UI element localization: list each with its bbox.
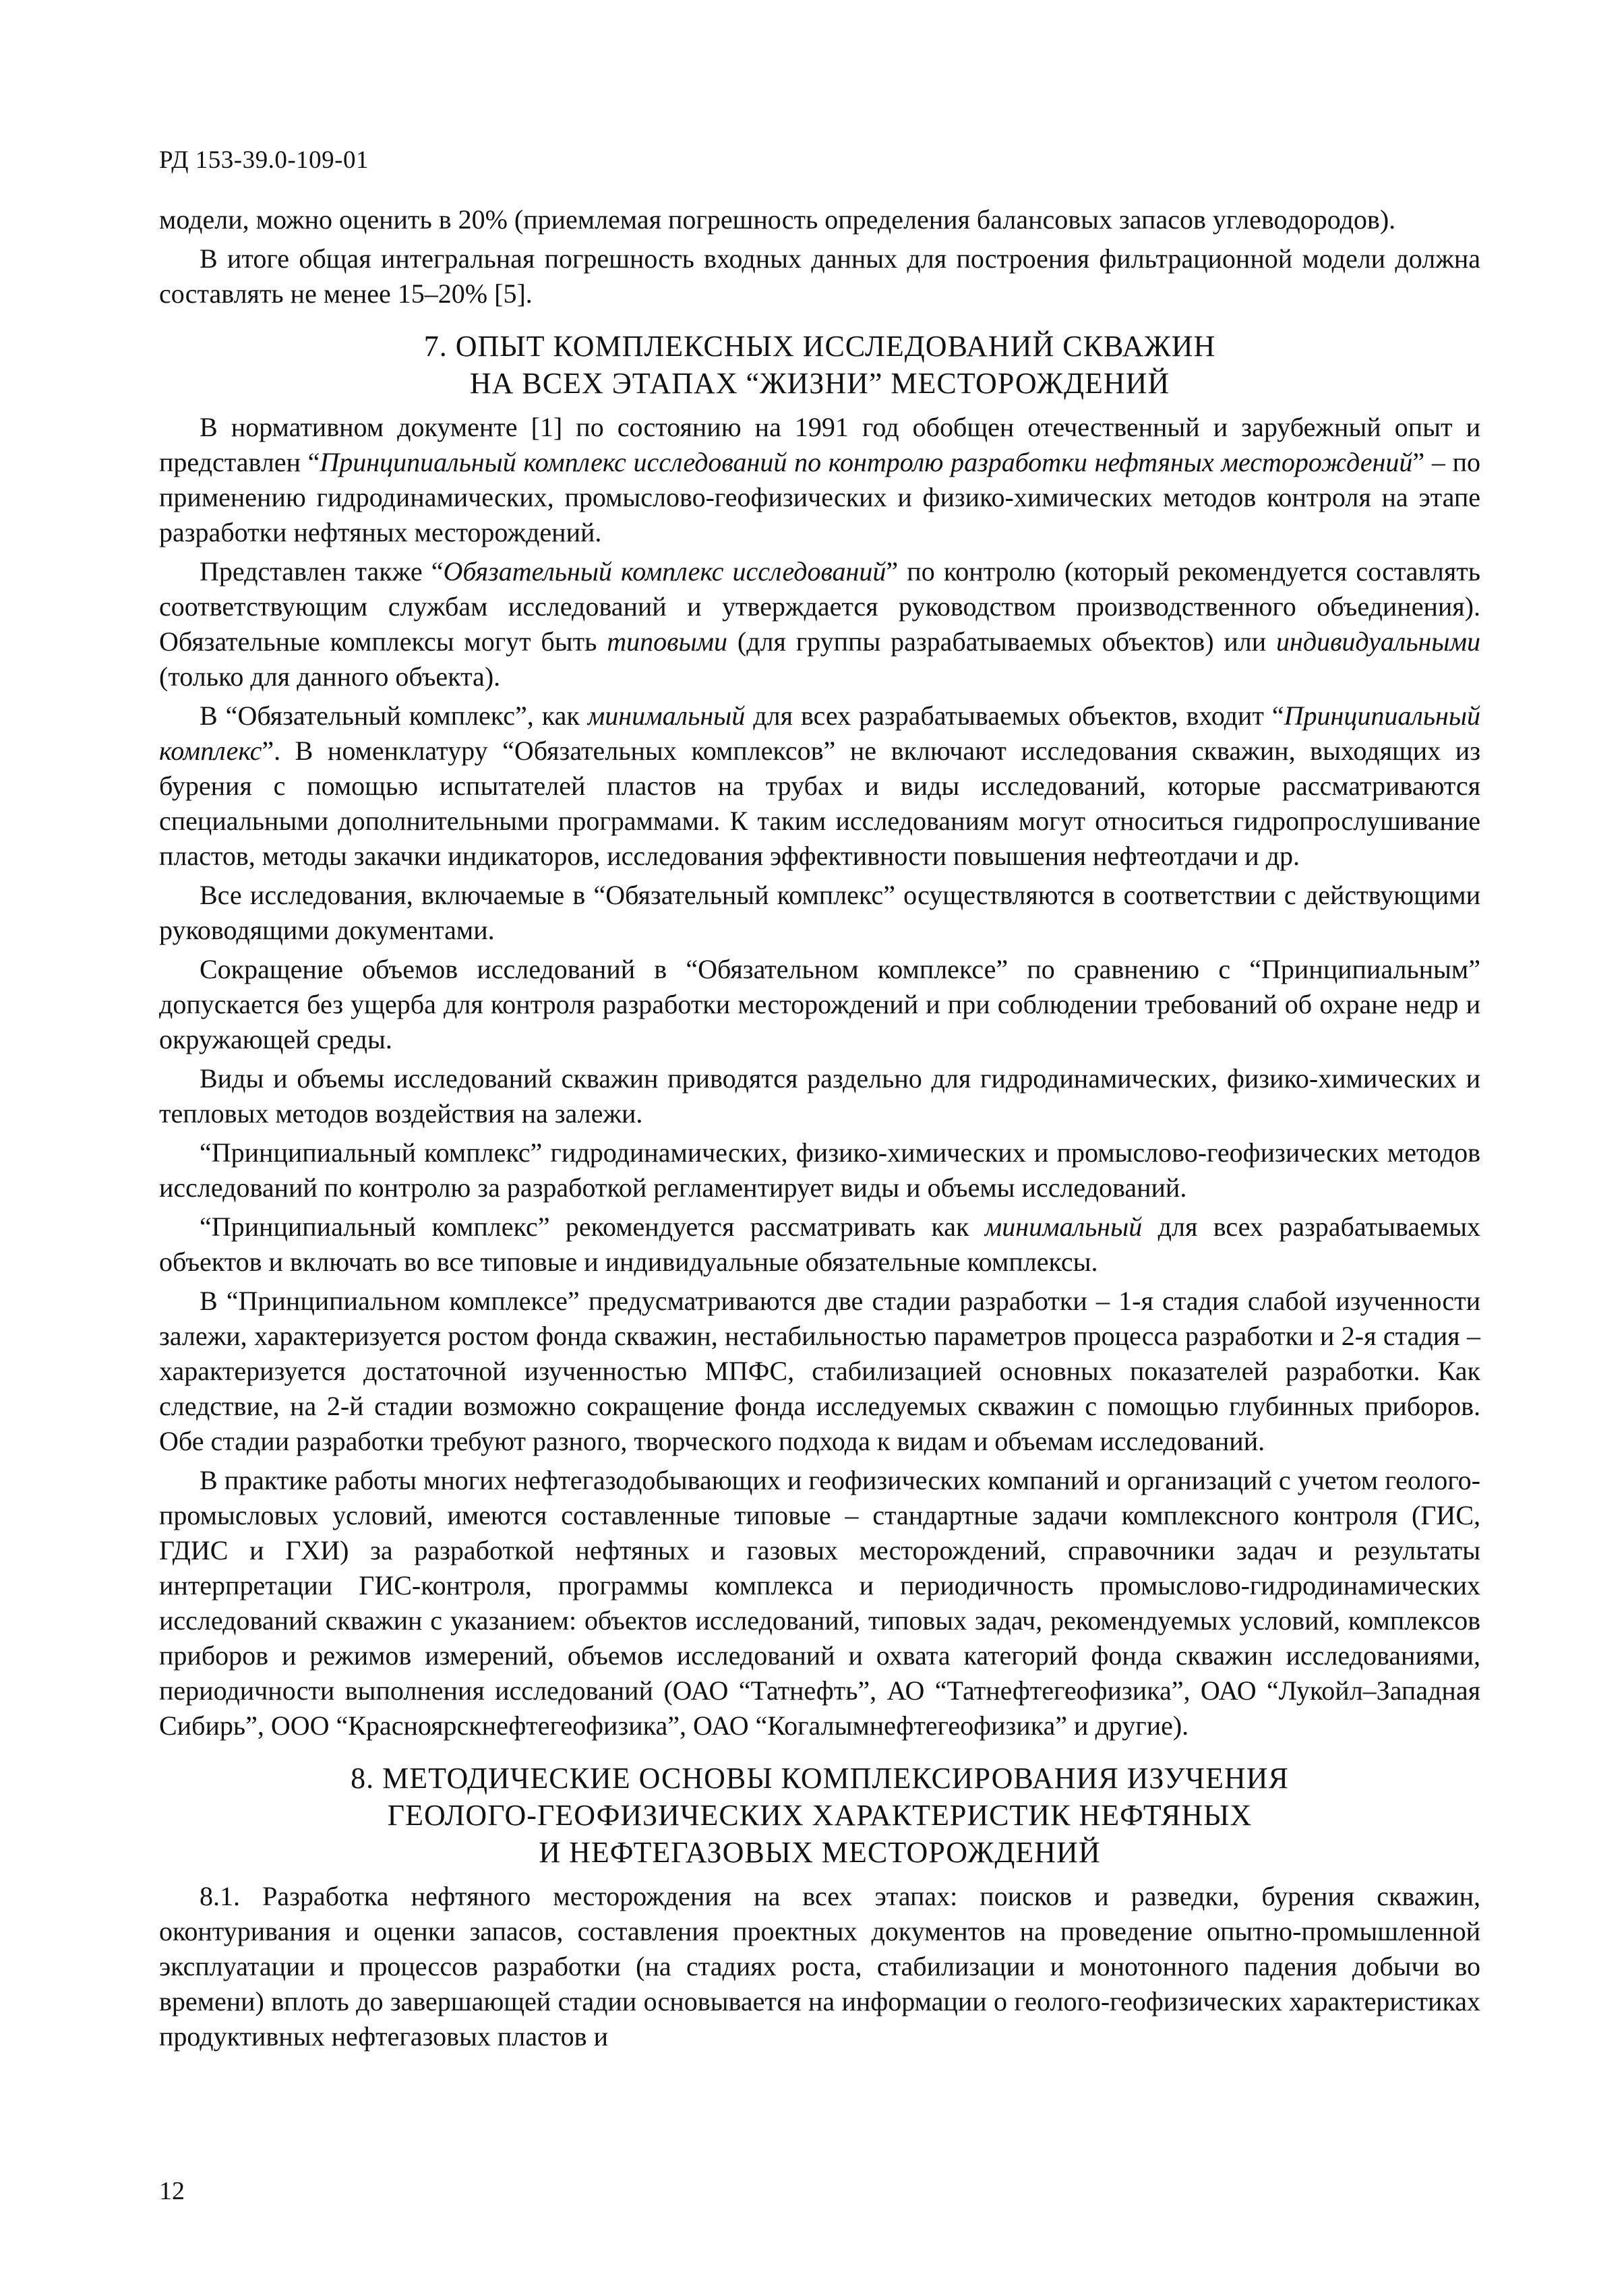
page-body xyxy=(159,202,1480,2058)
paragraph: Сокращение объемов исследований в “Обязательном комплексе” по сравнению с “Принципиальным” допускается без ущерба для контроля разработки месторождений и при соблюдении требований об охране недр и окружающей среды. xyxy=(159,954,1480,1054)
paragraph xyxy=(159,1209,1480,1280)
paragraph: модели, можно оценить в 20% (приемлемая погрешность определения балансовых запасов углеводородов). xyxy=(159,204,1396,235)
paragraph: В практике работы многих нефтегазодобывающих и геофизических компаний и организаций с учетом геолого-промысловых условий, имеются составленные типовые – стандартные задачи комплексного контроля (ГИС, ГДИС и ГХИ) за разработкой нефтяных и газовых месторождений, справочники задач и результаты интерпретации ГИС-контроля, программы комплекса и периодичность промыслово-гидродинамических исследований скважин с указанием: объектов исследований, типовых задач, рекомендуемых условий, комплексов приборов и режимов измерений, объемов исследований и охвата категорий фонда скважин исследованиями, периодичности выполнения исследований (ОАО “Татнефть”, АО “Татнефтегеофизика”, ОАО “Лукойл–Западная Сибирь”, ООО “Красноярскнефтегеофизика”, ОАО “Когалымнефтегеофизика” и другие). xyxy=(159,1465,1480,1741)
italic-run: Принципиальный комплекс исследований по контролю разработки нефтяных месторождений xyxy=(320,447,1413,477)
italic-run: Принципиальный комплекс xyxy=(159,700,1480,766)
text-run: ”. В номенклатуру “Обязательных комплексов” не включают исследования скважин, выходящих из бурения с помощью испытателей пластов на трубах и виды исследований, которые рассматриваются специальными дополнительными программами. К таким исследованиям могут относиться гидропрослушивание пластов, методы закачки индикаторов, исследования эффективности повышения нефтеотдачи и др. xyxy=(159,736,1480,871)
text-run: ” по контролю (который рекомендуется составлять соответствующим службам исследований и утверждается руководством производственного объединения). Обязательные комплексы могут быть xyxy=(159,556,1481,657)
heading-line: НА ВСЕХ ЭТАПАХ “ЖИЗНИ” МЕСТОРОЖДЕНИЙ xyxy=(469,367,1170,400)
paragraph xyxy=(159,410,1480,550)
text-run: (только для данного объекта). xyxy=(159,661,501,692)
paragraph: В итоге общая интегральная погрешность входных данных для построения фильтрационной модели должна составлять не менее 15–20% [5]. xyxy=(159,243,1480,309)
italic-run: индивидуальными xyxy=(1275,626,1480,657)
paragraph: В “Принципиальном комплексе” предусматриваются две стадии разработки – 1-я стадия слабой изученности залежи, характеризуется ростом фонда скважин, нестабильностью параметров процесса разработки и 2-я стадия – характеризуется достаточной изученностью МПФС, стабилизацией основных показателей разработки. Как следствие, на 2-й стадии возможно сокращение фонда исследуемых скважин с помощью глубинных приборов. Обе стадии разработки требуют разного, творческого подхода к видам и объемам исследований. xyxy=(159,1286,1480,1456)
text-run: Представлен также “ xyxy=(200,556,444,587)
heading-line: 8. МЕТОДИЧЕСКИЕ ОСНОВЫ КОМПЛЕКСИРОВАНИЯ ИЗУЧЕНИЯ xyxy=(351,1762,1289,1795)
paragraph: “Принципиальный комплекс” гидродинамических, физико-химических и промыслово-геофизических методов исследований по контролю за разработкой регламентирует виды и объемы исследований. xyxy=(159,1137,1480,1203)
heading-line: ГЕОЛОГО-ГЕОФИЗИЧЕСКИХ ХАРАКТЕРИСТИК НЕФТЯНЫХ xyxy=(387,1799,1253,1832)
section-7-heading xyxy=(159,328,1480,402)
text-run: В нормативном документе [1] по состоянию на 1991 год обобщен отечественный и зарубежный опыт и представлен “ xyxy=(159,412,1480,477)
text-run: В “Обязательный комплекс”, как xyxy=(200,700,588,731)
document-code-header: РД 153-39.0-109-01 xyxy=(159,146,369,174)
page-number: 12 xyxy=(159,2177,185,2205)
text-run: для всех разрабатываемых объектов, входит “ xyxy=(745,700,1284,731)
italic-run: минимальный xyxy=(587,700,746,731)
text-run: ” – по применению гидродинамических, промыслово-геофизических и физико-химических методов контроля на этапе разработки нефтяных месторождений. xyxy=(159,447,1480,547)
paragraph xyxy=(159,554,1480,694)
italic-run: минимальный xyxy=(984,1212,1143,1242)
text-run: (для группы разрабатываемых объектов) или xyxy=(727,626,1276,657)
paragraph: Все исследования, включаемые в “Обязательный комплекс” осуществляются в соответствии с действующими руководящими документами. xyxy=(159,880,1480,945)
text-run: для всех разрабатываемых объектов и включать во все типовые и индивидуальные обязательные комплексы. xyxy=(159,1212,1481,1277)
paragraph: Виды и объемы исследований скважин приводятся раздельно для гидродинамических, физико-химических и тепловых методов воздействия на залежи. xyxy=(159,1063,1480,1129)
text-run: “Принципиальный комплекс” рекомендуется рассматривать как xyxy=(200,1212,985,1242)
heading-line: 7. ОПЫТ КОМПЛЕКСНЫХ ИССЛЕДОВАНИЙ СКВАЖИН xyxy=(423,330,1216,363)
italic-run: типовыми xyxy=(607,626,728,657)
italic-run: Обязательный комплекс исследований xyxy=(443,556,886,587)
heading-line: И НЕФТЕГАЗОВЫХ МЕСТОРОЖДЕНИЙ xyxy=(539,1836,1101,1869)
paragraph xyxy=(159,698,1480,874)
paragraph: 8.1. Разработка нефтяного месторождения на всех этапах: поисков и разведки, бурения скважин, оконтуривания и оценки запасов, составления проектных документов на проведение опытно-промышленной эксплуатации и процессов разработки (на стадиях роста, стабилизации и монотонного падения добычи во времени) вплоть до завершающей стадии основывается на информации о геолого-геофизических характеристиках продуктивных нефтегазовых пластов и xyxy=(159,1881,1480,2052)
section-8-heading xyxy=(159,1760,1480,1871)
